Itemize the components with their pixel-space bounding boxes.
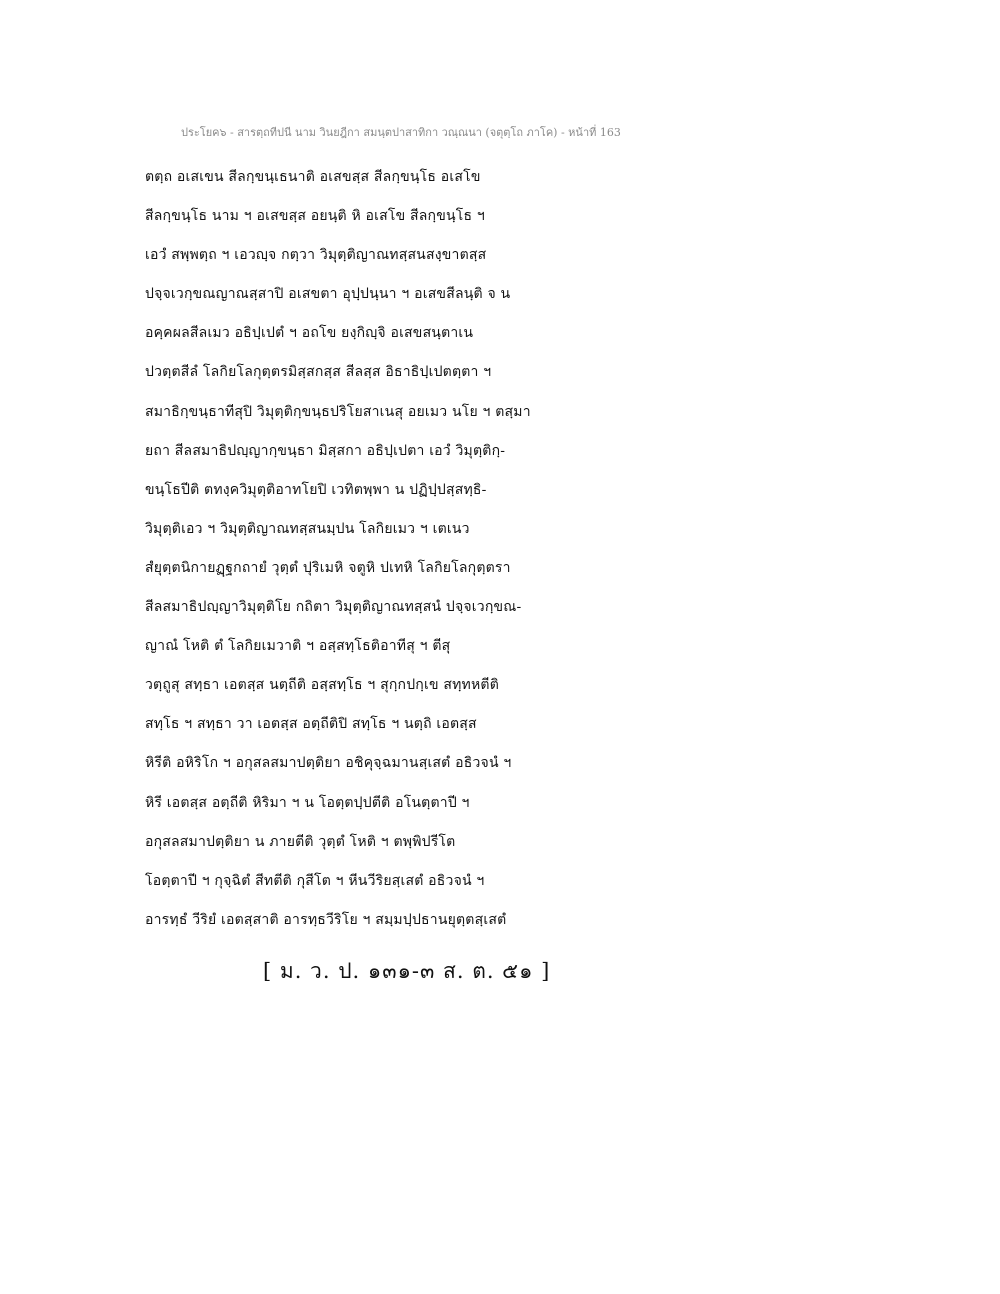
text-line: สํยุตฺตนิกายฏฺฐกถายํ วุตฺตํ ปุริเมหิ จตูหิ ปเทหิ โลกิยโลกุตฺตรา bbox=[145, 559, 511, 576]
text-line: หิรีติ อหิริโก ฯ อกุสลสมาปตฺติยา อชิคุจฺฉมานสฺเสตํ อธิวจนํ ฯ bbox=[145, 755, 512, 772]
text-line: ตตฺถ อเสเขน สีลกฺขนฺเธนาติ อเสขสฺส สีลกฺขนฺโธ อเสโข bbox=[145, 169, 481, 185]
page-header: ประโยค๖ - สารตฺถทีปนี นาม วินยฎีกา สมนฺตปาสาทิกา วณฺณนา (จตุตฺโถ ภาโค) - หน้าที่ 163 bbox=[181, 126, 621, 139]
text-line: โอตฺตาปี ฯ กุจฺฉิตํ สีทตีติ กุสีโต ฯ หีนวีริยสฺเสตํ อธิวจนํ ฯ bbox=[145, 872, 485, 889]
text-line: ปวตฺตสีลํ โลกิยโลกุตฺตรมิสฺสกสฺส สีลสฺส อิธาธิปฺเปตตฺตา ฯ bbox=[145, 364, 492, 381]
text-line: เอวํ สพฺพตฺถ ฯ เอวญฺจ กตฺวา วิมุตฺติญาณทสฺสนสงฺขาตสฺส bbox=[145, 247, 487, 264]
text-line: อกุสลสมาปตฺติยา น ภายตีติ วุตฺตํ โหติ ฯ ตพฺพิปรีโต bbox=[145, 833, 456, 850]
text-line: ปจฺจเวกฺขณญาณสฺสาปิ อเสขตา อุปฺปนฺนา ฯ อเสขสีลนฺติ จ น bbox=[145, 286, 511, 303]
text-line: ยถา สีลสมาธิปญฺญากฺขนฺธา มิสฺสกา อธิปฺเปตา เอวํ วิมุตฺติกฺ- bbox=[145, 442, 506, 459]
text-line: ขนฺโธปีติ ตทงฺควิมุตฺติอาทโยปิ เวทิตพฺพา น ปฏิปฺปสฺสทฺธิ- bbox=[145, 481, 487, 498]
body-text bbox=[145, 158, 745, 940]
text-line: วตฺถูสุ สทฺธา เอตสฺส นตฺถีติ อสฺสทฺโธ ฯ สุกฺกปกฺเข สทฺทหตีติ bbox=[145, 677, 499, 694]
text-line: หิรี เอตสฺส อตฺถีติ หิริมา ฯ น โอตฺตปฺปตีติ อโนตฺตาปี ฯ bbox=[145, 794, 470, 811]
text-line: วิมุตฺติเอว ฯ วิมุตฺติญาณทสฺสนมฺปน โลกิยเมว ฯ เตเนว bbox=[145, 520, 470, 537]
text-line: สีลกฺขนฺโธ นาม ฯ อเสขสฺส อยนฺติ หิ อเสโข สีลกฺขนฺโธ ฯ bbox=[145, 208, 485, 225]
source-reference: [ ม. ว. ป. ๑๓๑-๓ ส. ต. ๕๑ ] bbox=[263, 959, 551, 983]
text-line: อคฺคผลสีลเมว อธิปฺเปตํ ฯ อถโข ยงฺกิญฺจิ อเสขสนฺตาเน bbox=[145, 325, 474, 342]
text-line: อารทฺธํ วีริยํ เอตสฺสาติ อารทฺธวีริโย ฯ สมฺมปฺปธานยุตฺตสฺเสตํ bbox=[145, 911, 507, 928]
text-line: สีลสมาธิปญฺญาวิมุตฺติโย กถิตา วิมุตฺติญาณทสฺสนํ ปจฺจเวกฺขณ- bbox=[145, 599, 522, 616]
text-line: สทฺโธ ฯ สทฺธา วา เอตสฺส อตฺถีติปิ สทฺโธ ฯ นตฺถิ เอตสฺส bbox=[145, 716, 477, 733]
text-line: ญาณํ โหติ ตํ โลกิยเมวาติ ฯ อสฺสทฺโธติอาทีสุ ฯ ตีสุ bbox=[145, 638, 451, 655]
text-line: สมาธิกฺขนฺธาทีสุปิ วิมุตฺติกฺขนฺธปริโยสาเนสุ อยเมว นโย ฯ ตสฺมา bbox=[145, 403, 531, 420]
